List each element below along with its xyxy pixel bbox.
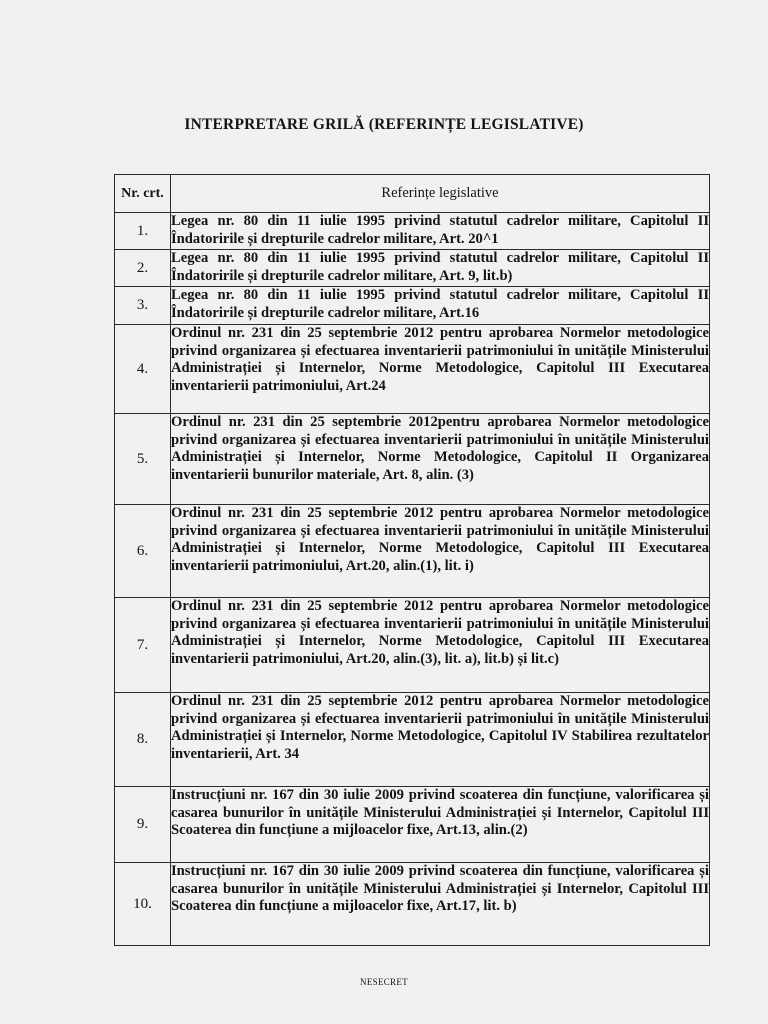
table-row bbox=[115, 325, 710, 414]
table-row bbox=[115, 863, 710, 946]
reference-text: Legea nr. 80 din 11 iulie 1995 privind statutul cadrelor militare, Capitolul II Îndatoririle și drepturile cadrelor militare, Art.16 bbox=[171, 287, 710, 325]
row-number: 4. bbox=[115, 325, 171, 414]
header-nr: Nr. crt. bbox=[115, 175, 171, 213]
reference-text: Ordinul nr. 231 din 25 septembrie 2012 pentru aprobarea Normelor metodologice privind organizarea și efectuarea inventarierii patrimoniului în unitățile Ministerului Administrației și Internelor, Norme Metodologice, Capitolul III Executarea inventarierii patrimoniului, Art.20, alin.(1), lit. i) bbox=[171, 505, 710, 598]
table-row bbox=[115, 414, 710, 505]
row-number: 7. bbox=[115, 598, 171, 693]
table-row bbox=[115, 505, 710, 598]
row-number: 8. bbox=[115, 693, 171, 787]
reference-text: Ordinul nr. 231 din 25 septembrie 2012 pentru aprobarea Normelor metodologice privind organizarea și efectuarea inventarierii patrimoniului în unitățile Ministerului Administrației și Internelor, Norme Metodologice, Capitolul IV Stabilirea rezultatelor inventarierii, Art. 34 bbox=[171, 693, 710, 787]
row-number: 6. bbox=[115, 505, 171, 598]
table-row bbox=[115, 250, 710, 287]
header-references: Referințe legislative bbox=[171, 175, 710, 213]
table-row bbox=[115, 287, 710, 325]
table-row bbox=[115, 598, 710, 693]
row-number: 3. bbox=[115, 287, 171, 325]
row-number: 1. bbox=[115, 213, 171, 250]
references-table bbox=[114, 174, 710, 946]
reference-text: Instrucțiuni nr. 167 din 30 iulie 2009 privind scoaterea din funcțiune, valorificarea și casarea bunurilor în unitățile Ministerului Administrației și Internelor, Capitolul III Scoaterea din funcțiune a mijloacelor fixe, Art.17, lit. b) bbox=[171, 863, 710, 946]
row-number: 10. bbox=[115, 863, 171, 946]
table-row bbox=[115, 213, 710, 250]
reference-text: Ordinul nr. 231 din 25 septembrie 2012 pentru aprobarea Normelor metodologice privind organizarea și efectuarea inventarierii patrimoniului în unitățile Ministerului Administrației și Internelor, Norme Metodologice, Capitolul III Executarea inventarierii patrimoniului, Art.20, alin.(3), lit. a), lit.b) și lit.c) bbox=[171, 598, 710, 693]
reference-text: Ordinul nr. 231 din 25 septembrie 2012pentru aprobarea Normelor metodologice privind organizarea și efectuarea inventarierii patrimoniului în unitățile Ministerului Administrației și Internelor, Norme Metodologice, Capitolul II Organizarea inventarierii bunurilor materiale, Art. 8, alin. (3) bbox=[171, 414, 710, 505]
classification-footer: NESECRET bbox=[360, 977, 408, 987]
row-number: 5. bbox=[115, 414, 171, 505]
reference-text: Legea nr. 80 din 11 iulie 1995 privind statutul cadrelor militare, Capitolul II Îndatoririle și drepturile cadrelor militare, Art. 9, lit.b) bbox=[171, 250, 710, 287]
row-number: 9. bbox=[115, 787, 171, 863]
table-header-row bbox=[115, 175, 710, 213]
row-number: 2. bbox=[115, 250, 171, 287]
table-row bbox=[115, 787, 710, 863]
reference-text: Instrucțiuni nr. 167 din 30 iulie 2009 privind scoaterea din funcțiune, valorificarea și casarea bunurilor în unitățile Ministerului Administrației și Internelor, Capitolul III Scoaterea din funcțiune a mijloacelor fixe, Art.13, alin.(2) bbox=[171, 787, 710, 863]
reference-text: Ordinul nr. 231 din 25 septembrie 2012 pentru aprobarea Normelor metodologice privind organizarea și efectuarea inventarierii patrimoniului în unitățile Ministerului Administrației și Internelor, Norme Metodologice, Capitolul III Executarea inventarierii patrimoniului, Art.24 bbox=[171, 325, 710, 414]
page-title: INTERPRETARE GRILĂ (REFERINȚE LEGISLATIVE) bbox=[184, 116, 584, 133]
reference-text: Legea nr. 80 din 11 iulie 1995 privind statutul cadrelor militare, Capitolul II Îndatoririle și drepturile cadrelor militare, Art. 20^1 bbox=[171, 213, 710, 250]
table-row bbox=[115, 693, 710, 787]
